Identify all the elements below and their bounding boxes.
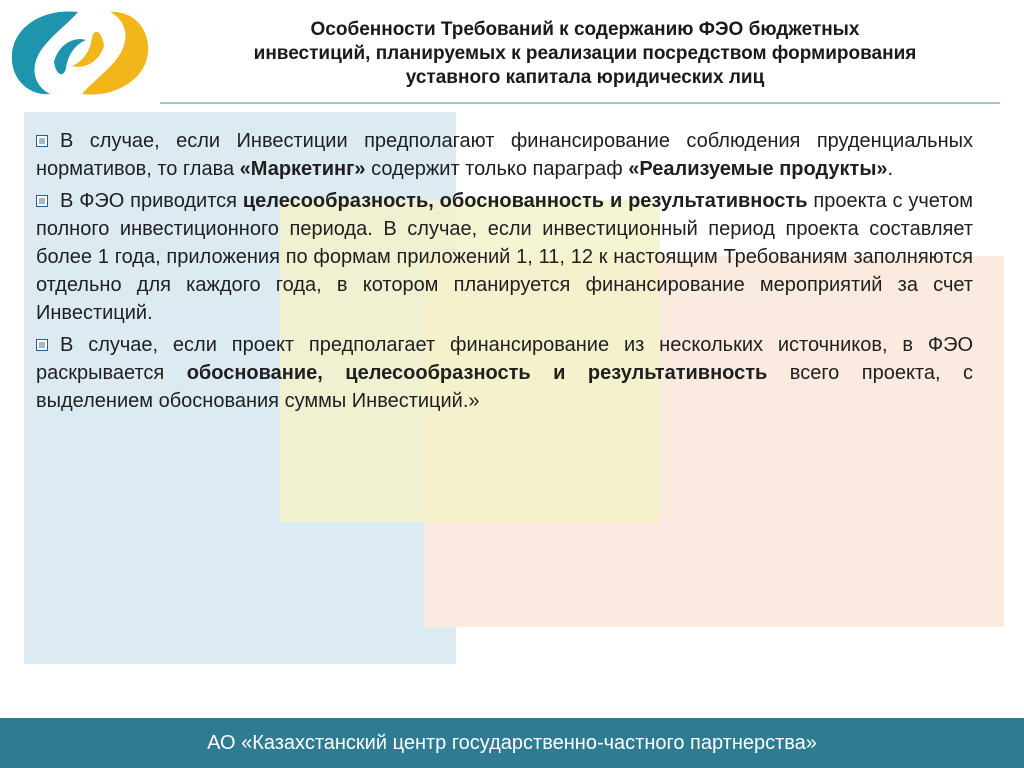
- title-line: инвестиций, планируемых к реализации посредством формирования: [253, 43, 917, 64]
- bullet-text: .: [887, 158, 894, 180]
- organization-logo: [6, 6, 152, 98]
- square-bullet-icon: [36, 135, 48, 147]
- bullet-text: В ФЭО приводится: [60, 190, 243, 212]
- title-line: уставного капитала юридических лиц: [405, 67, 765, 88]
- bullet-list: [36, 127, 973, 419]
- bullet-text: проекта с учетом полного инвестиционного периода. В случае, если инвестиционный период проекта составляет более 1 года, приложения по формам приложений 1, 11, 12 к настоящим Требованиям заполняются отдельно для каждого года, в котором планируется финансирование мероприятий за счет Инвестиций.: [36, 190, 974, 324]
- bullet-item: [36, 331, 973, 415]
- logo-teal-inner: [54, 39, 86, 74]
- footer-organization-name: АО «Казахстанский центр государственно-частного партнерства»: [207, 732, 817, 754]
- bullet-bold-text: целесообразность, обоснованность и результативность: [242, 190, 808, 212]
- footer-bar: [0, 718, 1024, 768]
- bullet-text: В случае, если проект предполагает финансирование из нескольких источников, в ФЭО раскрывается: [36, 334, 973, 384]
- bullet-text: В случае, если Инвестиции предполагают финансирование соблюдения пруденциальных нормативов, то глава: [36, 130, 973, 180]
- bullet-bold-text: обоснование, целесообразность и результативность: [186, 362, 768, 384]
- bullet-text: всего проекта, с выделением обоснования суммы Инвестиций.»: [36, 362, 973, 412]
- square-bullet-icon: [36, 195, 48, 207]
- square-bullet-icon: [36, 339, 48, 351]
- bullet-item: [36, 187, 973, 327]
- bullet-bold-text: «Реализуемые продукты»: [628, 158, 888, 180]
- title-divider: [160, 102, 1000, 104]
- bullet-bold-text: «Маркетинг»: [239, 158, 366, 180]
- logo-yellow-inner: [72, 32, 104, 67]
- title-line: Особенности Требований к содержанию ФЭО бюджетных: [310, 19, 860, 40]
- bullet-item: [36, 127, 973, 183]
- bullet-text: содержит только параграф: [365, 158, 629, 180]
- slide-title: [160, 18, 1010, 90]
